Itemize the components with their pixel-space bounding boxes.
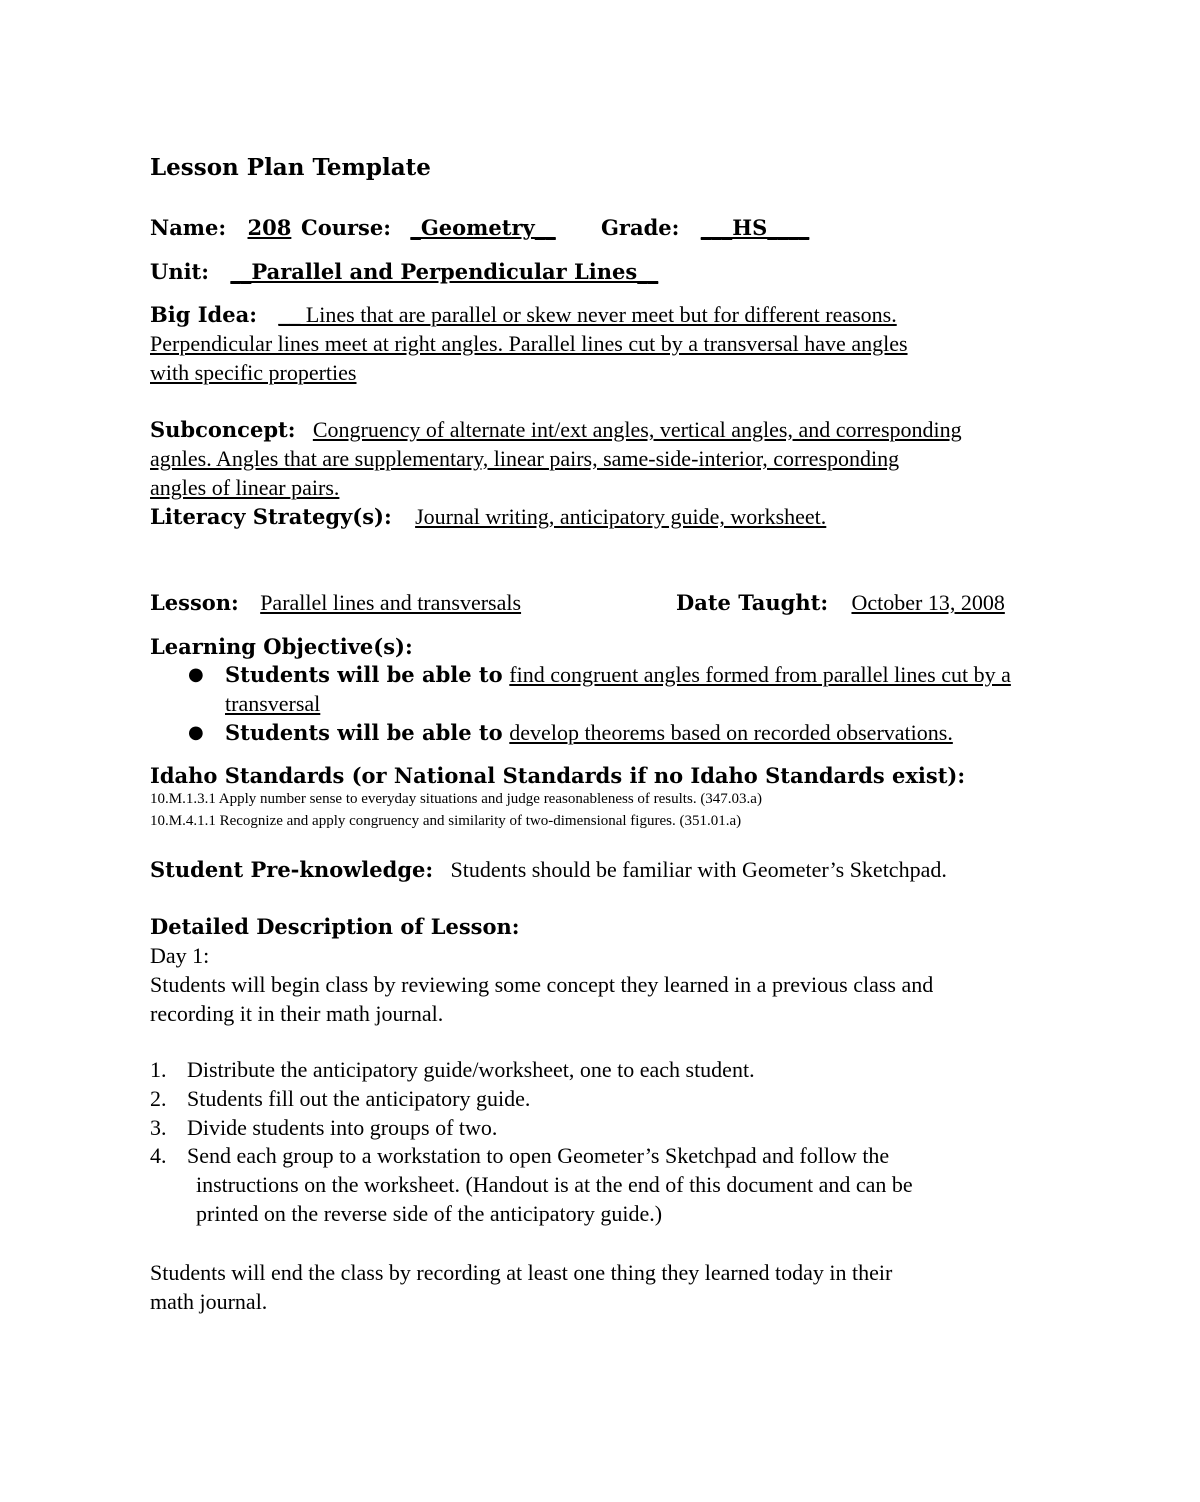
grade-value: ___HS____: [700, 215, 810, 240]
name-value: 208: [247, 215, 292, 240]
course-value: _Geometry__: [410, 215, 556, 240]
bullet-icon: ●: [188, 722, 204, 743]
subconcept-label: Subconcept:: [150, 417, 296, 442]
lesson-value: Parallel lines and transversals: [260, 590, 522, 615]
date-label: Date Taught:: [676, 590, 829, 615]
preknowledge-field: [150, 855, 947, 885]
closing-line: math journal.: [150, 1289, 268, 1314]
step-number: 2.: [150, 1086, 167, 1111]
objective-item: [225, 718, 953, 748]
objective-lead: Students will be able to: [225, 720, 503, 745]
literacy-value: Journal writing, anticipatory guide, worksheet.: [415, 504, 827, 529]
lesson-label: Lesson:: [150, 590, 239, 615]
subconcept-field: [150, 415, 962, 445]
step-number: 3.: [150, 1115, 167, 1140]
unit-value: __Parallel and Perpendicular Lines__: [230, 259, 659, 284]
course-label: Course:: [301, 215, 391, 240]
course-field: [301, 213, 556, 243]
step-text-continued: instructions on the worksheet. (Handout is at the end of this document and can be: [196, 1172, 913, 1197]
objective-lead: Students will be able to: [225, 662, 503, 687]
date-field: [676, 588, 1005, 618]
literacy-field: [150, 502, 826, 532]
subconcept-line: Congruency of alternate int/ext angles, vertical angles, and corresponding: [312, 417, 962, 442]
grade-label: Grade:: [601, 215, 680, 240]
step-text: Divide students into groups of two.: [187, 1115, 498, 1140]
description-heading: Detailed Description of Lesson:: [150, 914, 520, 939]
standards-heading: Idaho Standards (or National Standards if no Idaho Standards exist):: [150, 763, 966, 788]
big-idea-line: __ Lines that are parallel or skew never meet but for different reasons.: [278, 302, 897, 327]
objective-text: develop theorems based on recorded observations.: [509, 720, 953, 745]
bullet-icon: ●: [188, 664, 204, 685]
lesson-field: [150, 588, 521, 618]
step-text: Send each group to a workstation to open Geometer’s Sketchpad and follow the: [187, 1143, 890, 1168]
preknowledge-label: Student Pre-knowledge:: [150, 857, 434, 882]
grade-field: [601, 213, 809, 243]
step-text: Students fill out the anticipatory guide.: [187, 1086, 531, 1111]
subconcept-line: angles of linear pairs.: [150, 475, 340, 500]
standard-item: 10.M.1.3.1 Apply number sense to everyday situations and judge reasonableness of results. (347.03.a): [150, 791, 762, 807]
step-number: 1.: [150, 1057, 167, 1082]
objectives-heading: Learning Objective(s):: [150, 634, 413, 659]
big-idea-label: Big Idea:: [150, 302, 257, 327]
page-title: Lesson Plan Template: [150, 154, 431, 181]
day-label: Day 1:: [150, 943, 210, 968]
objective-item: [225, 660, 1011, 690]
objective-text: find congruent angles formed from parallel lines cut by a: [509, 662, 1011, 687]
header-fields: [150, 213, 291, 243]
step-number: 4.: [150, 1143, 167, 1168]
intro-line: Students will begin class by reviewing some concept they learned in a previous class and: [150, 972, 934, 997]
subconcept-line: agnles. Angles that are supplementary, linear pairs, same-side-interior, corresponding: [150, 446, 900, 471]
big-idea-line: Perpendicular lines meet at right angles. Parallel lines cut by a transversal have angles: [150, 331, 908, 356]
big-idea-field: [150, 300, 897, 330]
step-text: Distribute the anticipatory guide/worksheet, one to each student.: [187, 1057, 755, 1082]
literacy-label: Literacy Strategy(s):: [150, 504, 392, 529]
step-text-continued: printed on the reverse side of the anticipatory guide.): [196, 1201, 663, 1226]
big-idea-line: with specific properties: [150, 360, 357, 385]
date-value: October 13, 2008: [851, 590, 1005, 615]
closing-line: Students will end the class by recording at least one thing they learned today in their: [150, 1260, 893, 1285]
intro-line: recording it in their math journal.: [150, 1001, 444, 1026]
name-label: Name:: [150, 215, 227, 240]
unit-field: [150, 257, 658, 287]
preknowledge-value: Students should be familiar with Geometer’s Sketchpad.: [450, 857, 947, 882]
standard-item: 10.M.4.1.1 Recognize and apply congruency and similarity of two-dimensional figures. (351.01.a): [150, 813, 742, 829]
objective-text: transversal: [225, 691, 321, 716]
unit-label: Unit:: [150, 259, 210, 284]
